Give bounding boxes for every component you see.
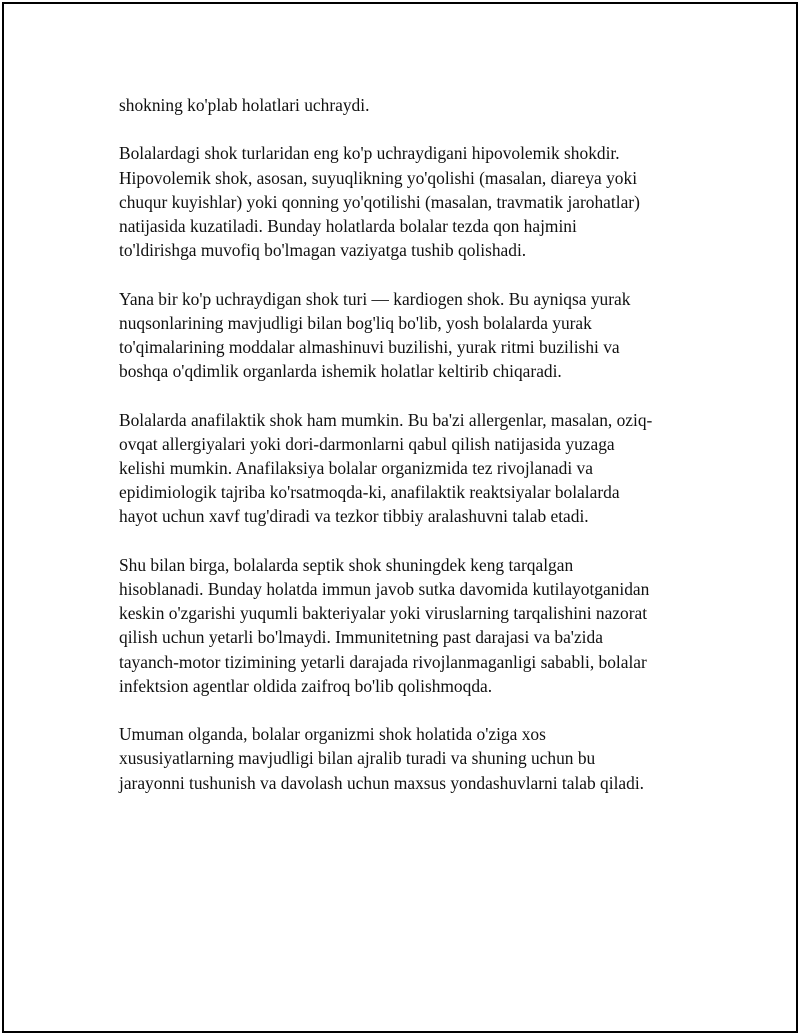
text-line: hayot uchun xavf tug'diradi va tezkor tibbiy aralashuvni talab etadi. bbox=[119, 506, 589, 527]
text-line: hisoblanadi. Bunday holatda immun javob sutka davomida kutilayotganidan bbox=[119, 579, 650, 599]
text-line: to'qimalarining moddalar almashinuvi buzilishi, yurak ritmi buzilishi va bbox=[119, 337, 620, 357]
text-line: ovqat allergiyalari yoki dori-darmonlarni qabul qilish natijasida yuzaga bbox=[119, 433, 615, 454]
text-line: epidimiologik tajriba ko'rsatmoqda-ki, anafilaktik reaktsiyalar bolalarda bbox=[119, 482, 620, 503]
text-line: keskin o'zgarishi yuqumli bakteriyalar yoki viruslarning tarqalishini nazorat bbox=[119, 603, 648, 624]
document-body bbox=[119, 93, 689, 819]
paragraph-5 bbox=[119, 553, 689, 698]
text-line: qilish uchun yetarli bo'lmaydi. Immunitetning past darajasi va ba'zida bbox=[119, 627, 603, 648]
text-line: Shu bilan birga, bolalarda septik shok shuningdek keng tarqalgan bbox=[119, 554, 574, 575]
text-line: nuqsonlarining mavjudligi bilan bog'liq bo'lib, yosh bolalarda yurak bbox=[119, 312, 592, 333]
text-line: Bolalarda anafilaktik shok ham mumkin. Bu ba'zi allergenlar, masalan, oziq- bbox=[119, 409, 653, 430]
text-line: natijasida kuzatiladi. Bunday holatlarda bolalar tezda qon hajmini bbox=[119, 216, 577, 236]
text-line: xususiyatlarning mavjudligi bilan ajralib turadi va shuning uchun bu bbox=[119, 748, 596, 769]
paragraph-1 bbox=[119, 93, 689, 117]
text-line: infektsion agentlar oldida zaifroq bo'lib qolishmoqda. bbox=[119, 675, 493, 696]
text-line: boshqa o'qdimlik organlarda ishemik holatlar keltirib chiqaradi. bbox=[119, 361, 562, 382]
text-line: kelishi mumkin. Anafilaksiya bolalar organizmida tez rivojlanadi va bbox=[119, 458, 593, 478]
paragraph-6 bbox=[119, 722, 689, 795]
text-line: shokning ko'plab holatlari uchraydi. bbox=[119, 95, 370, 115]
text-line: chuqur kuyishlar) yoki qonning yo'qotilishi (masalan, travmatik jarohatlar) bbox=[119, 191, 640, 212]
text-line: to'ldirishga muvofiq bo'lmagan vaziyatga tushib qolishadi. bbox=[119, 240, 527, 261]
text-line: Yana bir ko'p uchraydigan shok turi — kardiogen shok. Bu ayniqsa yurak bbox=[119, 288, 631, 309]
text-line: Umuman olganda, bolalar organizmi shok holatida o'ziga xos bbox=[119, 724, 546, 745]
text-line: Hipovolemik shok, asosan, suyuqlikning yo'qolishi (masalan, diareya yoki bbox=[119, 167, 638, 188]
text-line: jarayonni tushunish va davolash uchun maxsus yondashuvlarni talab qiladi. bbox=[119, 772, 645, 793]
text-line: Bolalardagi shok turlaridan eng ko'p uchraydigani hipovolemik shokdir. bbox=[119, 143, 620, 164]
paragraph-4 bbox=[119, 408, 689, 529]
paragraph-2 bbox=[119, 141, 689, 262]
paragraph-3 bbox=[119, 287, 689, 384]
document-page bbox=[2, 2, 798, 1033]
text-line: tayanch-motor tizimining yetarli darajada rivojlanmaganligi sababli, bolalar bbox=[119, 651, 647, 672]
